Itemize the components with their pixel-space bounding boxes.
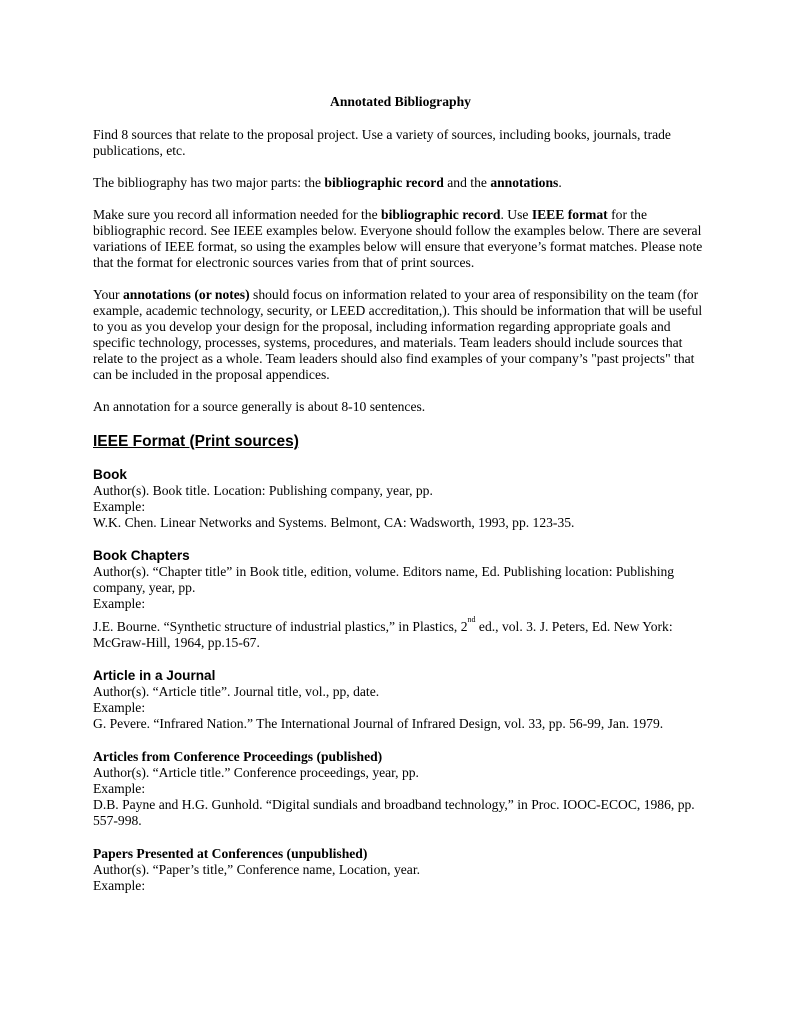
- text-run: J.E. Bourne. “Synthetic structure of industrial plastics,” in Plastics, 2: [93, 619, 468, 634]
- intro-paragraph-3: [93, 207, 708, 271]
- example-label: Example:: [93, 596, 146, 611]
- text-run: Make sure you record all information needed for the: [93, 207, 382, 222]
- example-text: G. Pevere. “Infrared Nation.” The International Journal of Infrared Design, vol. 33, pp. 56-99, Jan. 1979.: [93, 716, 664, 731]
- bold-text: bibliographic record: [324, 175, 444, 190]
- example-label: Example:: [93, 700, 146, 715]
- section-heading: Articles from Conference Proceedings (published): [93, 749, 383, 764]
- format-line: Author(s). “Article title”. Journal title, vol., pp, date.: [93, 684, 380, 699]
- section-journal: [93, 668, 708, 732]
- bold-text: bibliographic record: [381, 207, 501, 222]
- text-run: Your: [93, 287, 123, 302]
- section-heading: Article in a Journal: [93, 668, 216, 683]
- section-proceedings: [93, 749, 708, 829]
- example-text: [93, 615, 708, 651]
- example-text: W.K. Chen. Linear Networks and Systems. Belmont, CA: Wadsworth, 1993, pp. 123-35.: [93, 515, 575, 530]
- text-run: for the bibliographic record. See IEEE examples below. Everyone should follow the examples below. There are several variations of IEEE format, so using the examples below will ensure that everyone’s format matches. Please note that the format for electronic sources varies from that of print sources.: [93, 207, 703, 270]
- format-line: Author(s). “Chapter title” in Book title, edition, volume. Editors name, Ed. Publishing location: Publishing company, year, pp.: [93, 564, 675, 595]
- document-body: [93, 94, 708, 911]
- bold-text: annotations (or notes): [122, 287, 250, 302]
- bold-text: annotations: [490, 175, 559, 190]
- text-run: The bibliography has two major parts: the: [93, 175, 325, 190]
- example-label: Example:: [93, 781, 146, 796]
- document-title: Annotated Bibliography: [330, 94, 471, 109]
- text-run: . Use: [500, 207, 532, 222]
- format-line: Author(s). “Paper’s title,” Conference name, Location, year.: [93, 862, 421, 877]
- intro-paragraph-4: [93, 287, 708, 383]
- intro-paragraph-1: Find 8 sources that relate to the proposal project. Use a variety of sources, including books, journals, trade publications, etc.: [93, 127, 671, 158]
- text-run: .: [558, 175, 562, 190]
- format-line: Author(s). Book title. Location: Publishing company, year, pp.: [93, 483, 433, 498]
- section-papers: [93, 846, 708, 894]
- section-heading: Book: [93, 467, 127, 482]
- text-run: should focus on information related to your area of responsibility on the team (for example, academic technology, security, or LEED accreditation,). This should be information that will be useful to you as you develop your design for the proposal, including information regarding appropriate goals and specific technology, processes, systems, procedures, and materials. Team leaders should include sources that relate to the project as a whole. Team leaders should also find examples of your company’s "past projects" that can be included in the proposal appendices.: [93, 287, 703, 382]
- superscript: nd: [467, 615, 476, 625]
- ieee-heading: IEEE Format (Print sources): [93, 433, 299, 450]
- intro-paragraph-2: [93, 175, 708, 191]
- bold-text: IEEE format: [531, 207, 608, 222]
- section-heading: Papers Presented at Conferences (unpublished): [93, 846, 368, 861]
- intro-paragraph-5: An annotation for a source generally is about 8-10 sentences.: [93, 399, 426, 414]
- section-book: [93, 467, 708, 531]
- example-label: Example:: [93, 499, 146, 514]
- text-run: and the: [443, 175, 491, 190]
- example-text: D.B. Payne and H.G. Gunhold. “Digital sundials and broadband technology,” in Proc. IOOC-ECOC, 1986, pp. 557-998.: [93, 797, 695, 828]
- format-line: Author(s). “Article title.” Conference proceedings, year, pp.: [93, 765, 419, 780]
- section-heading: Book Chapters: [93, 548, 190, 563]
- section-book-chapters: [93, 548, 708, 651]
- text-run: ed., vol. 3. J. Peters, Ed. New York: McGraw-Hill, 1964, pp.15-67.: [93, 619, 673, 650]
- example-label: Example:: [93, 878, 146, 893]
